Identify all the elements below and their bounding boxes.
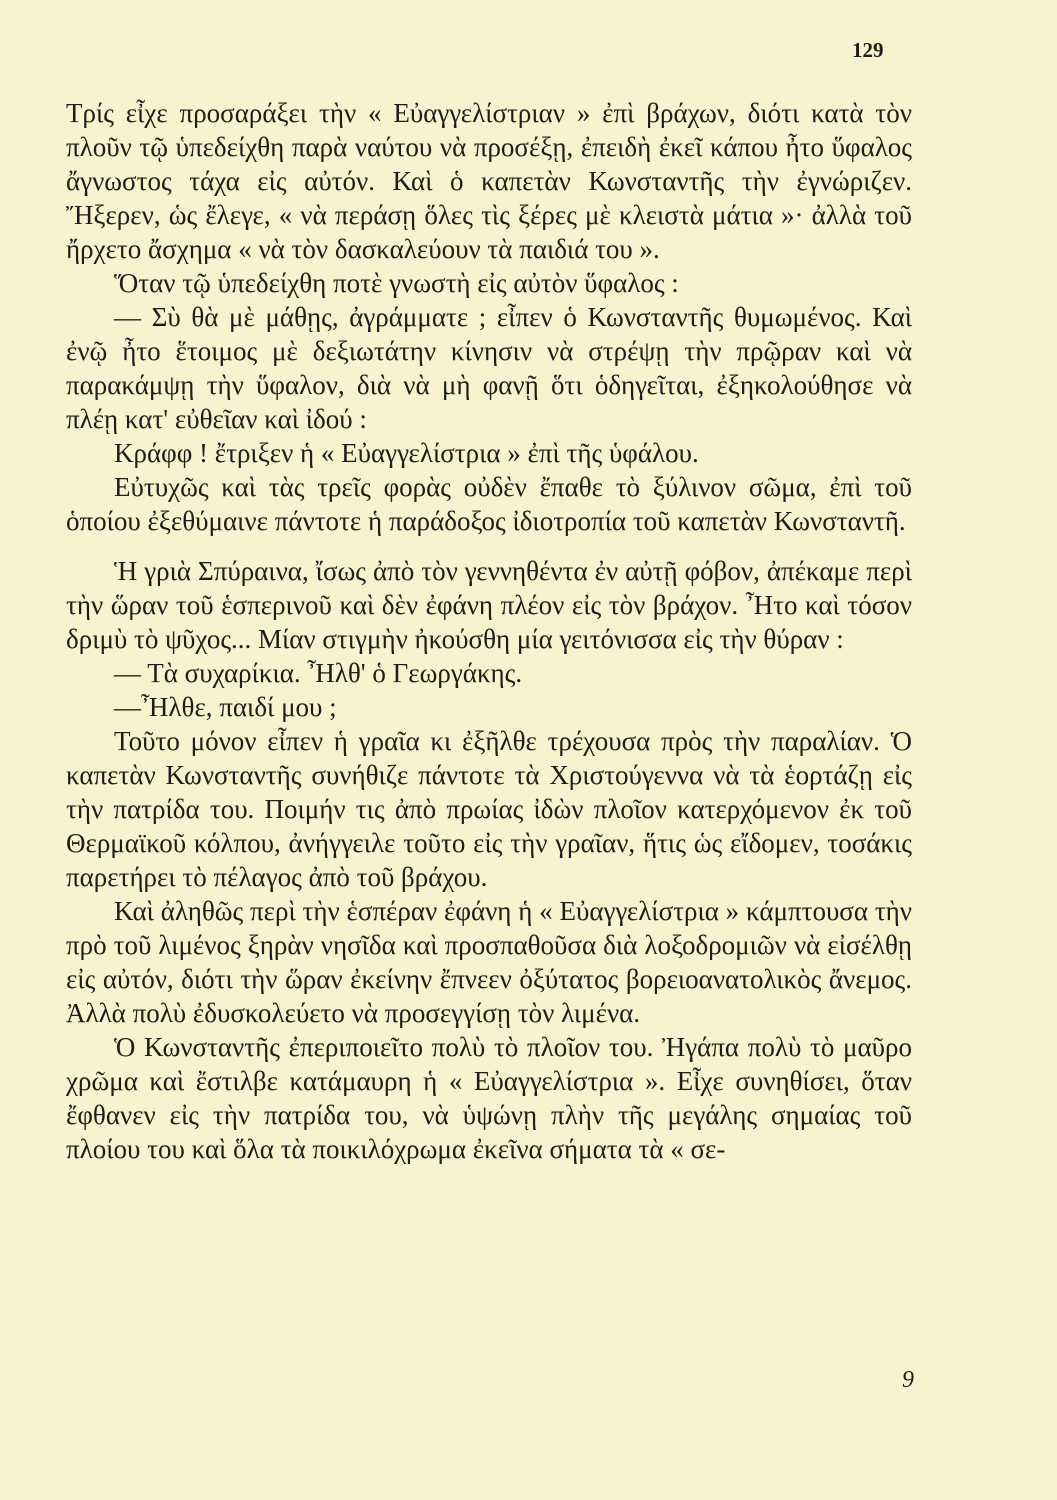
paragraph-4: Κράφφ ! ἔτριξεν ἡ « Εὐαγγελίστρια » ἐπὶ τῆς ὑφάλου. bbox=[114, 438, 699, 468]
paragraph-5: Εὐτυχῶς καὶ τὰς τρεῖς φορὰς οὐδὲν ἔπαθε τὸ ξύλινον σῶμα, ἐπὶ τοῦ ὁποίου ἐξεθύμαινε πάντοτε ἡ παράδοξος ἰδιοτροπία τοῦ καπετὰν Κωνσταντῆ. bbox=[66, 472, 912, 536]
paragraph-2: Ὅταν τῷ ὑπεδείχθη ποτὲ γνωστὴ εἰς αὐτὸν ὕφαλος : bbox=[114, 268, 679, 298]
page-number: 129 bbox=[852, 38, 884, 62]
paragraph-6: Ἡ γριὰ Σπύραινα, ἴσως ἀπὸ τὸν γεννηθέντα ἐν αὐτῇ φόβον, ἀπέκαμε περὶ τὴν ὥραν τοῦ ἑσπερινοῦ καὶ δὲν ἐφάνη πλέον εἰς τὸν βράχον. Ἦτο καὶ τόσον δριμὺ τὸ ψῦχος... Μίαν στιγμὴν ἠκούσθη μία γειτόνισσα εἰς τὴν θύραν : bbox=[66, 556, 912, 654]
paragraph-9: Τοῦτο μόνον εἶπεν ἡ γραῖα κι ἐξῆλθε τρέχουσα πρὸς τὴν παραλίαν. Ὁ καπετὰν Κωνσταντῆς συνήθιζε πάντοτε τὰ Χριστούγεννα νὰ τὰ ἑορτάζῃ εἰς τὴν πατρίδα του. Ποιμήν τις ἀπὸ πρωίας ἰδὼν πλοῖον κατερχόμενον ἐκ τοῦ Θερμαϊκοῦ κόλπου, ἀνήγγειλε τοῦτο εἰς τὴν γραῖαν, ἥτις ὡς εἴδομεν, τοσάκις παρετήρει τὸ πέλαγος ἀπὸ τοῦ βράχου. bbox=[66, 726, 912, 892]
paragraph-10: Καὶ ἀληθῶς περὶ τὴν ἑσπέραν ἐφάνη ἡ « Εὐαγγελίστρια » κάμπτουσα τὴν πρὸ τοῦ λιμένος ξηρὰν νησῖδα καὶ προσπαθοῦσα διὰ λοξοδρομιῶν νὰ εἰσέλθῃ εἰς αὐτόν, διότι τὴν ὥραν ἐκείνην ἔπνεεν ὀξύτατος βορειοανατολικὸς ἄνεμος. Ἀλλὰ πολὺ ἐδυσκολεύετο νὰ προσεγγίσῃ τὸν λιμένα. bbox=[66, 896, 912, 1028]
paragraph-11: Ὁ Κωνσταντῆς ἐπεριποιεῖτο πολὺ τὸ πλοῖον του. Ἠγάπα πολὺ τὸ μαῦρο χρῶμα καὶ ἔστιλβε κατάμαυρη ἡ « Εὐαγγελίστρια ». Εἶχε συνηθίσει, ὅταν ἔφθανεν εἰς τὴν πατρίδα του, νὰ ὑψώνῃ πλὴν τῆς μεγάλης σημαίας τοῦ πλοίου του καὶ ὅλα τὰ ποικιλόχρωμα ἐκεῖνα σήματα τὰ « σε- bbox=[66, 1032, 912, 1164]
paragraph-8: —Ἦλθε, παιδί μου ; bbox=[114, 692, 337, 722]
signature-mark: 9 bbox=[902, 1367, 914, 1393]
paragraph-3: — Σὺ θὰ μὲ μάθῃς, ἀγράμματε ; εἶπεν ὁ Κωνσταντῆς θυμωμένος. Καὶ ἐνῷ ἦτο ἕτοιμος μὲ δεξιωτάτην κίνησιν νὰ στρέψῃ τὴν πρῷραν καὶ νὰ παρακάμψῃ τὴν ὕφαλον, διὰ νὰ μὴ φανῇ ὅτι ὁδηγεῖται, ἐξηκολούθησε νὰ πλέῃ κατ' εὐθεῖαν καὶ ἰδού : bbox=[66, 302, 912, 434]
paragraph-7: — Τὰ συχαρίκια. Ἦλθ' ὁ Γεωργάκης. bbox=[114, 658, 523, 688]
main-text bbox=[66, 96, 912, 1166]
paragraph-1: Τρίς εἶχε προσαράξει τὴν « Εὐαγγελίστριαν » ἐπὶ βράχων, διότι κατὰ τὸν πλοῦν τῷ ὑπεδείχθη παρὰ ναύτου νὰ προσέξῃ, ἐπειδὴ ἐκεῖ κάπου ἦτο ὕφαλος ἄγνωστος τάχα εἰς αὐτόν. Καὶ ὁ καπετὰν Κωνσταντῆς τὴν ἐγνώριζεν. Ἤξερεν, ὡς ἔλεγε, « νὰ περάσῃ ὅλες τὶς ξέρες μὲ κλειστὰ μάτια »· ἀλλὰ τοῦ ἤρχετο ἄσχημα « νὰ τὸν δασκαλεύουν τὰ παιδιά του ». bbox=[66, 98, 912, 264]
